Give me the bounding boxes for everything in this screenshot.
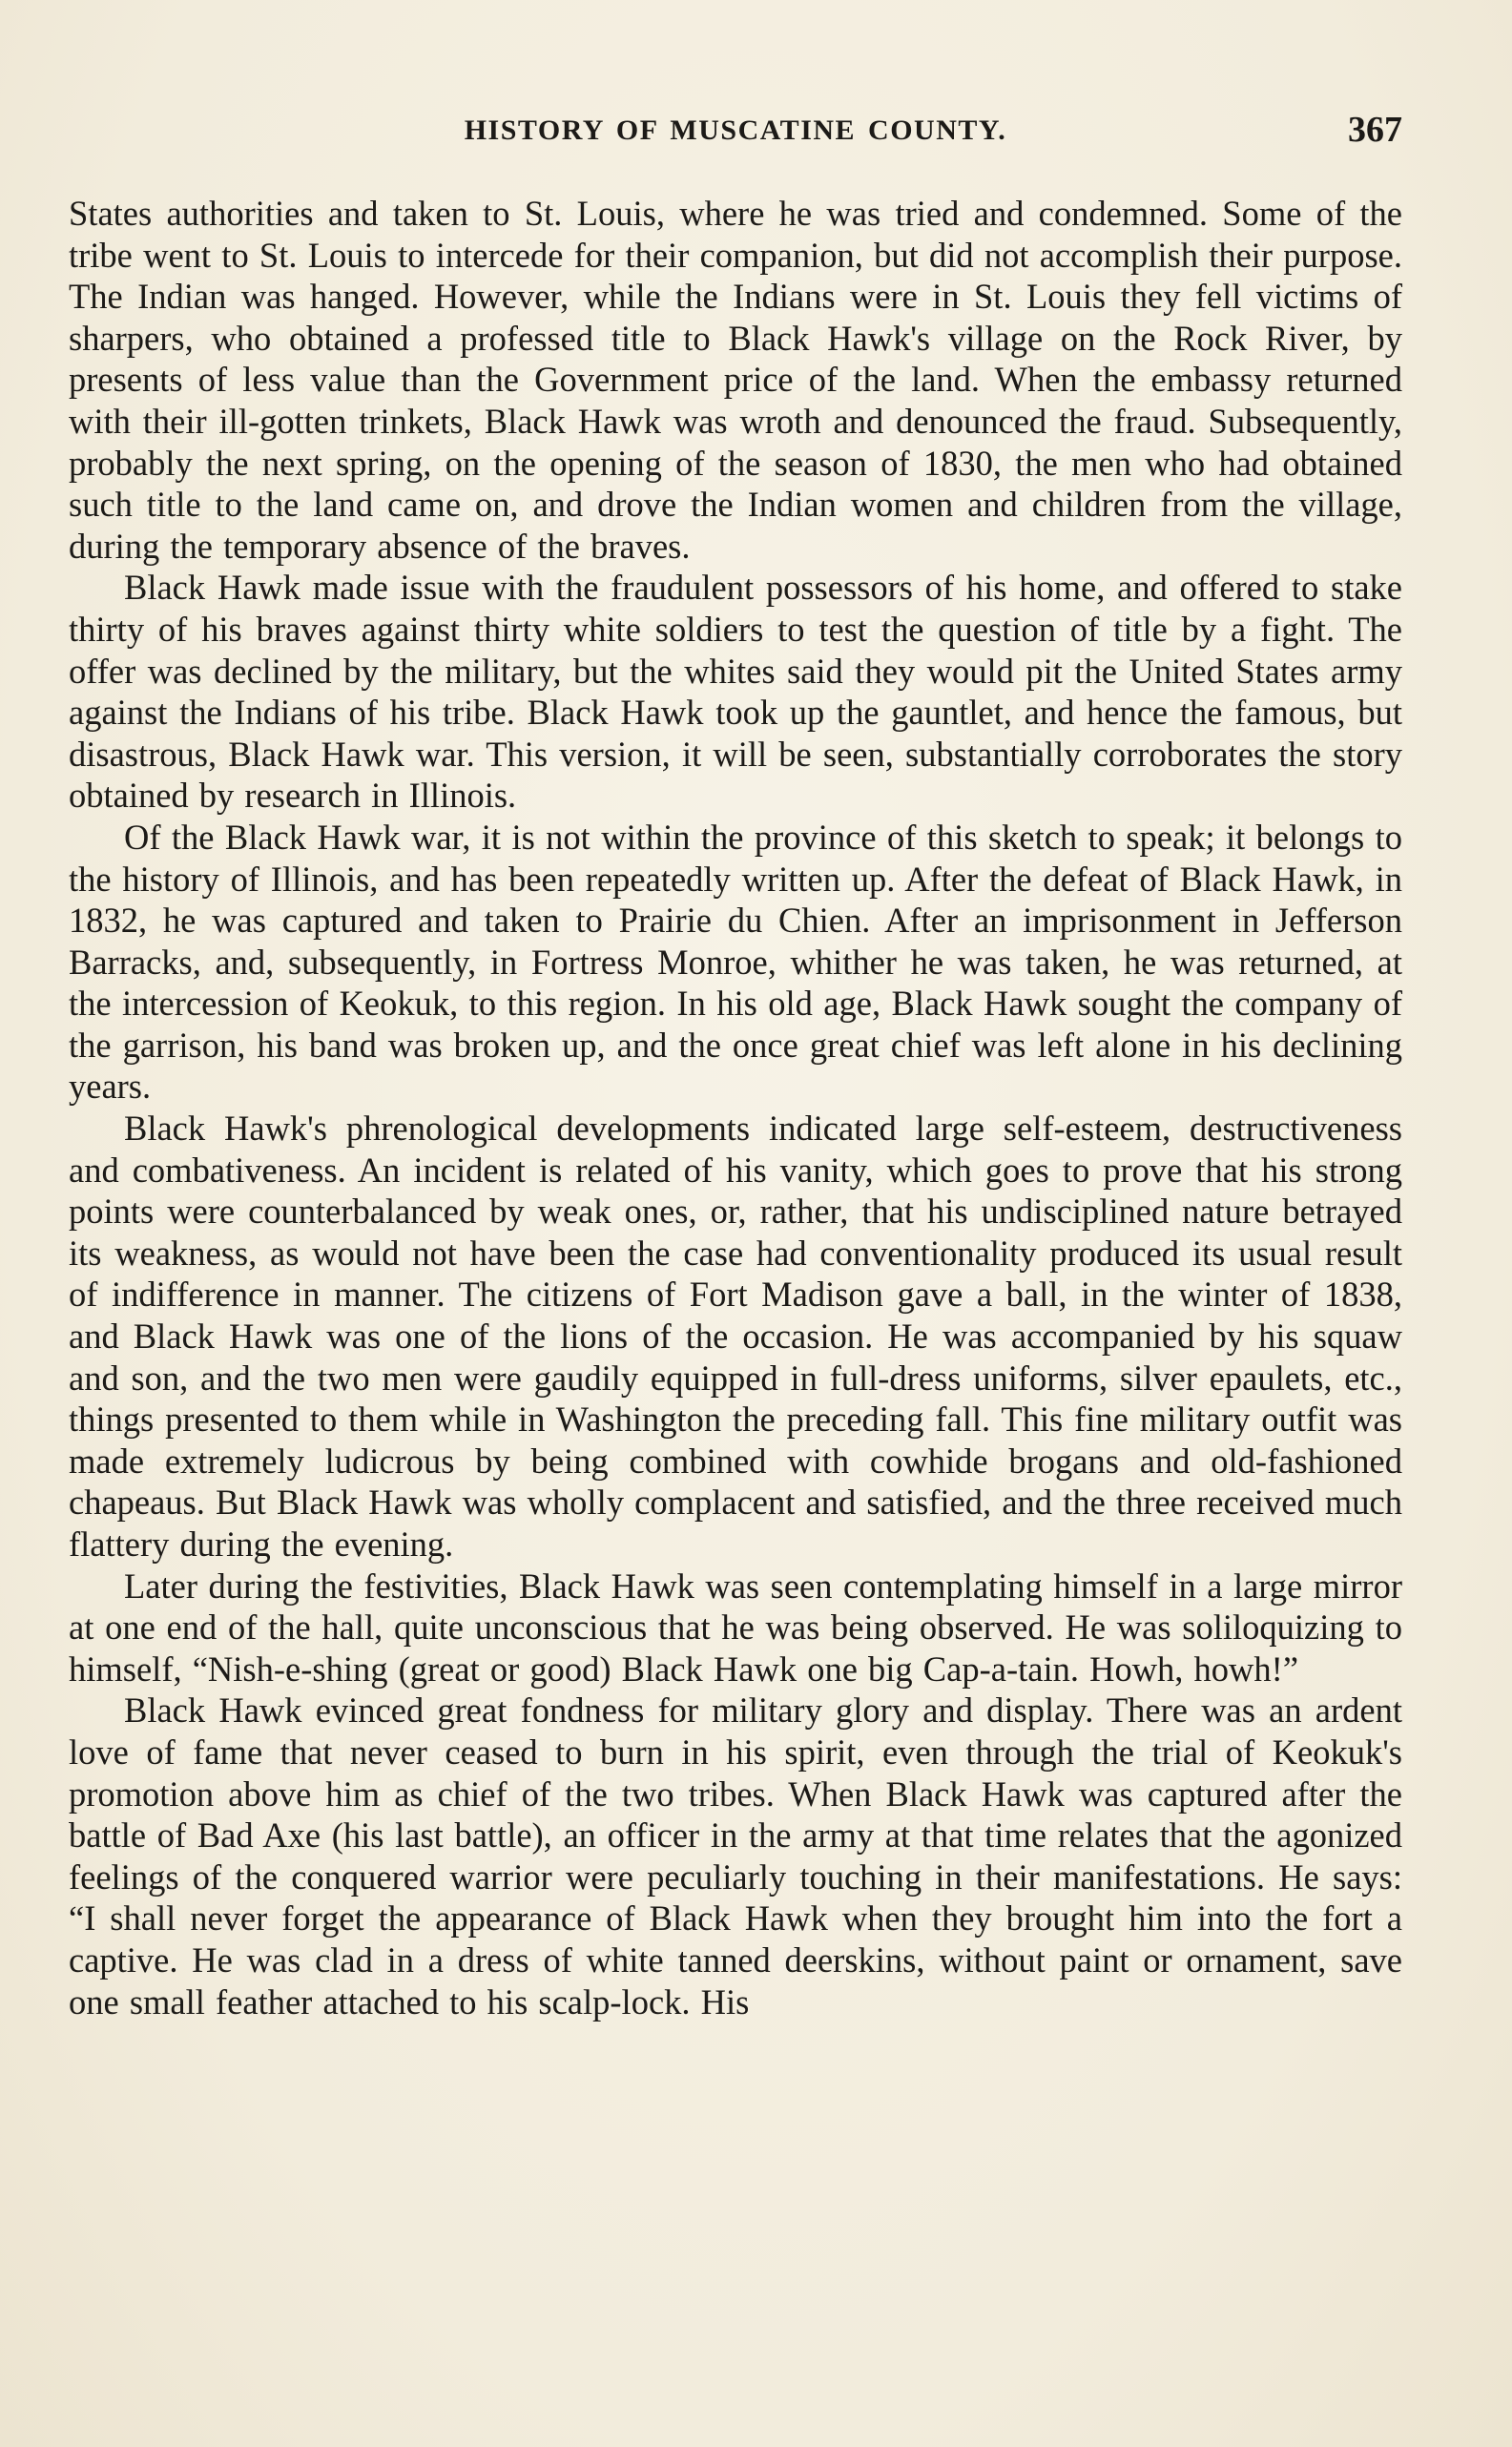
paragraph-phrenology: Black Hawk's phrenological developments indicated large self-esteem, destructiveness and combativeness. An incident is related of his vanity, which goes to prove that his strong points were counterbalanced by weak ones, or, rather, that his undisciplined nature betrayed its weakness, as would not have been the case had conventionality produced its usual result of indifference in manner. The citizens of Fort Madison gave a ball, in the winter of 1838, and Black Hawk was one of the lions of the occasion. He was accompanied by his squaw and son, and the two men were gaudily equipped in full-dress uniforms, silver epaulets, etc., things presented to them while in Washington the preceding fall. This fine military outfit was made extremely ludicrous by being combined with cowhide brogans and old-fashioned chapeaus. But Black Hawk was wholly complacent and satisfied, and the three received much flattery during the evening. xyxy=(69,1109,1402,1564)
paragraph-continuation: States authorities and taken to St. Louis, where he was tried and condemned. Some of the tribe went to St. Louis to intercede for their companion, but did not accomplish their purpose. The Indian was hanged. However, while the Indians were in St. Louis they fell victims of sharpers, who obtained a professed title to Black Hawk's village on the Rock River, by presents of less value than the Government price of the land. When the embassy returned with their ill-gotten trinkets, Black Hawk was wroth and denounced the fraud. Subsequently, probably the next spring, on the opening of the season of 1830, the men who had obtained such title to the land came on, and drove the Indian women and children from the village, during the temporary absence of the braves. xyxy=(69,194,1402,566)
body-text xyxy=(69,193,1402,2022)
page-number: 367 xyxy=(1348,110,1402,150)
paragraph-black-hawk-war: Of the Black Hawk war, it is not within the province of this sketch to speak; it belongs to the history of Illinois, and has been repeatedly written up. After the defeat of Black Hawk, in 1832, he was captured and taken to Prairie du Chien. After an imprisonment in Jefferson Barracks, and, subsequently, in Fortress Monroe, whither he was taken, he was returned, at the intercession of Keokuk, to this region. In his old age, Black Hawk sought the company of the garrison, his band was broken up, and the once great chief was left alone in his declining years. xyxy=(69,817,1402,1107)
paragraph-mirror-anecdote: Later during the festivities, Black Hawk was seen contemplating himself in a large mirror at one end of the hall, quite unconscious that he was being observed. He was soliloquizing to himself, “Nish-e-shing (great or good) Black Hawk one big Cap-a-tain. Howh, howh!” xyxy=(69,1566,1402,1689)
running-head xyxy=(69,110,1402,172)
running-title: HISTORY OF MUSCATINE COUNTY. xyxy=(464,114,1007,146)
paragraph-black-hawk-issue: Black Hawk made issue with the fraudulent possessors of his home, and offered to stake thirty of his braves against thirty white soldiers to test the question of title by a fight. The offer was declined by the military, but the whites said they would pit the United States army against the Indians of his tribe. Black Hawk took up the gauntlet, and hence the famous, but disastrous, Black Hawk war. This version, it will be seen, substantially corroborates the story obtained by research in Illinois. xyxy=(69,568,1402,816)
paragraph-military-glory: Black Hawk evinced great fondness for military glory and display. There was an ardent love of fame that never ceased to burn in his spirit, even through the trial of Keokuk's promotion above him as chief of the two tribes. When Black Hawk was captured after the battle of Bad Axe (his last battle), an officer in the army at that time relates that the agonized feelings of the conquered warrior were peculiarly touching in their manifestations. He says: “I shall never forget the appearance of Black Hawk when they brought him into the fort a captive. He was clad in a dress of white tanned deerskins, without paint or ornament, save one small feather attached to his scalp-lock. His xyxy=(69,1690,1402,2022)
